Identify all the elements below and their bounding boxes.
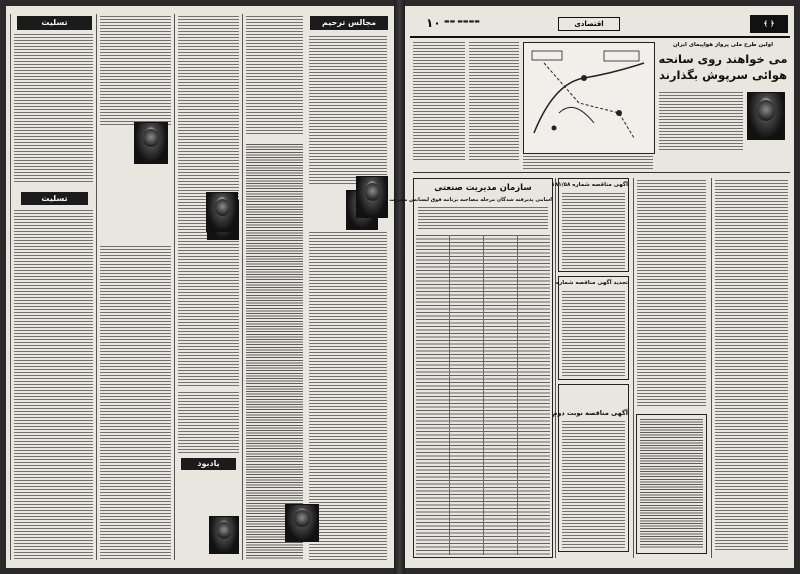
tender-notice	[552, 384, 629, 552]
remembrance-header: یادبود	[181, 458, 236, 470]
story-column	[711, 178, 791, 558]
section-label: اقتصادی	[558, 17, 620, 31]
ad-title: سازمان مدیریت صنعتی	[434, 183, 532, 193]
story-column	[469, 42, 519, 162]
notice-box	[636, 414, 707, 554]
headline: هوائی سرپوش بگذارند	[658, 68, 788, 82]
column-1	[306, 14, 390, 560]
tender-title: تجدید آگهی مناقصه شماره	[555, 280, 628, 286]
tender-notice	[555, 276, 629, 380]
masthead	[410, 14, 790, 38]
memorial-header: مجالس ترحیم	[310, 16, 388, 30]
portrait-photo	[134, 122, 168, 164]
map-drawing	[524, 43, 654, 153]
column-5	[10, 14, 96, 560]
map-caption	[523, 156, 653, 170]
portrait-photo	[209, 516, 239, 554]
headline: می خواهند روی سانحه	[658, 52, 788, 66]
tender-title: آگهی مناقصه شماره ۱۸۱/۵۸	[551, 182, 628, 188]
issue-date: ▬▬▬▬ ▬▬	[444, 18, 480, 25]
left-page	[6, 6, 394, 568]
ad-subtitle: اسامی پذیرفته شدگان مرحله مصاحبه برنامه فوق لیسانس مدیریت	[389, 197, 552, 203]
portrait-photo	[206, 192, 238, 232]
right-page	[389, 6, 794, 568]
portrait-photo	[356, 176, 388, 218]
newspaper-logo: ﴾ ﴿	[750, 15, 788, 33]
portrait-photo	[747, 92, 785, 140]
condolence-header: تسلیت	[17, 16, 92, 30]
lead-story	[657, 42, 789, 156]
column-2	[242, 14, 306, 560]
route-map	[523, 42, 655, 154]
tender-notice	[551, 178, 629, 272]
story-column	[413, 42, 465, 162]
condolence-header: تسلیت	[21, 192, 88, 205]
advertisement	[389, 178, 553, 558]
portrait-photo	[285, 504, 319, 542]
story-kicker: اولين طرح ملی پرواز هواپيمای ايران	[672, 42, 774, 48]
names-table	[416, 235, 550, 555]
page-gutter	[394, 0, 405, 574]
column-4	[96, 14, 174, 560]
column-3	[174, 14, 242, 560]
tenders-column	[551, 178, 631, 558]
story-column	[633, 178, 709, 558]
page-number: ۱۰	[426, 16, 441, 30]
tender-title: آگهی مناقصه نوبت دوم	[552, 409, 628, 417]
